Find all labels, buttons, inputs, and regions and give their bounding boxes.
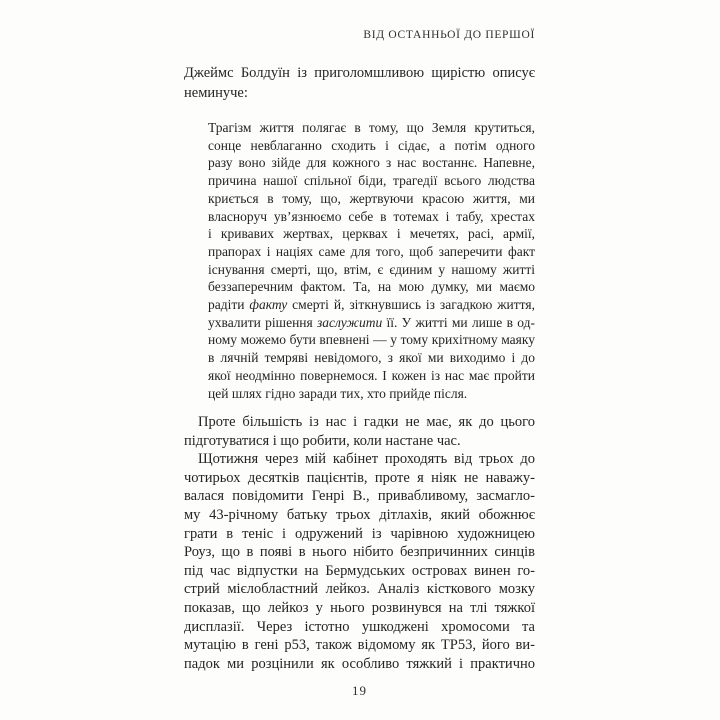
text-line: грати в теніс і одружений із чарівною художницею xyxy=(184,525,535,542)
intro-paragraph xyxy=(184,64,535,103)
text-line: Джеймс Болдуїн із приголомшливою щирістю описує xyxy=(184,65,535,81)
text-line: сонце невблаганно сходить і сідає, а потім одного xyxy=(208,137,535,153)
block-quote xyxy=(208,119,535,402)
running-header: ВІД ОСТАННЬОЇ ДО ПЕРШОЇ xyxy=(363,29,535,41)
text-line: Трагізм життя полягає в тому, що Земля крутиться, xyxy=(208,120,535,135)
text-line: чотирьох десятків пацієнтів, проте я ніяк не наважу- xyxy=(184,469,535,486)
text-line: криється в тому, що, жертвуючи красою життя, ми xyxy=(208,190,535,206)
text-line: ному можемо бути впевнені — у тому крихітному маяку xyxy=(208,332,535,348)
text-line: показав, що лейкоз у нього розвинувся на тлі тяжкої xyxy=(184,599,535,616)
text-line: стрий мієлобластний лейкоз. Аналіз кісткового мозку xyxy=(184,581,535,598)
text-line: валася повідомити Генрі В., привабливому, засмагло- xyxy=(184,488,535,505)
body-paragraphs xyxy=(184,413,535,673)
text-line: під час відпустки на Бермудських островах винен го- xyxy=(184,562,535,579)
text-line: Роуз, що в появі в нього нібито безпричинних синців xyxy=(184,544,535,561)
text-line: ухвалити рішення заслужити її. У житті ми лише в од- xyxy=(208,314,535,330)
text-line: мутацію в гені p53, також відомому як TP53, його ви- xyxy=(184,637,535,654)
text-line: разу воно зійде для кожного з нас востаннє. Напевне, xyxy=(208,155,535,171)
text-line: і кривавих жертвах, церквах і мечетях, расі, армії, xyxy=(208,226,535,242)
text-line: причина нашої спільної біди, трагедії всього людства xyxy=(208,173,535,189)
text-line: падок ми розцінили як особливо тяжкий і практично xyxy=(184,655,535,672)
text-line: цей шлях гідно заради тих, хто прийде після. xyxy=(208,385,468,401)
page-number: 19 xyxy=(352,683,367,698)
text-line: беззаперечним фактом. Та, на мою думку, ми маємо xyxy=(208,279,535,295)
text-line: існування смерті, що, втім, є єдиним у нашому житті xyxy=(208,261,535,277)
text-line: підготуватися і що робити, коли настане час. xyxy=(184,432,461,449)
text-line: Проте більшість із нас і гадки не має, як до цього xyxy=(198,414,535,430)
text-line: Щотижня через мій кабінет проходять від трьох до xyxy=(198,451,535,468)
text-line: му 43-річному батьку трьох дітлахів, який обожнює xyxy=(184,506,535,523)
text-line: прапорах і націях саме для того, щоб заперечити факт xyxy=(208,243,535,259)
text-line: в лячній темряві невідомого, з якої ми виходимо і до xyxy=(208,350,535,366)
text-line: якої неодмінно повернемося. І кожен із нас має пройти xyxy=(208,367,535,383)
text-line: радіти факту смерті й, зіткнувшись із загадкою життя, xyxy=(208,297,535,313)
text-line: дисплазії. Через істотно ушкоджені хромосоми та xyxy=(184,618,535,635)
text-line: власноруч ув’язнюємо себе в тотемах і табу, хрестах xyxy=(208,208,535,224)
text-line: неминуче: xyxy=(184,84,248,101)
